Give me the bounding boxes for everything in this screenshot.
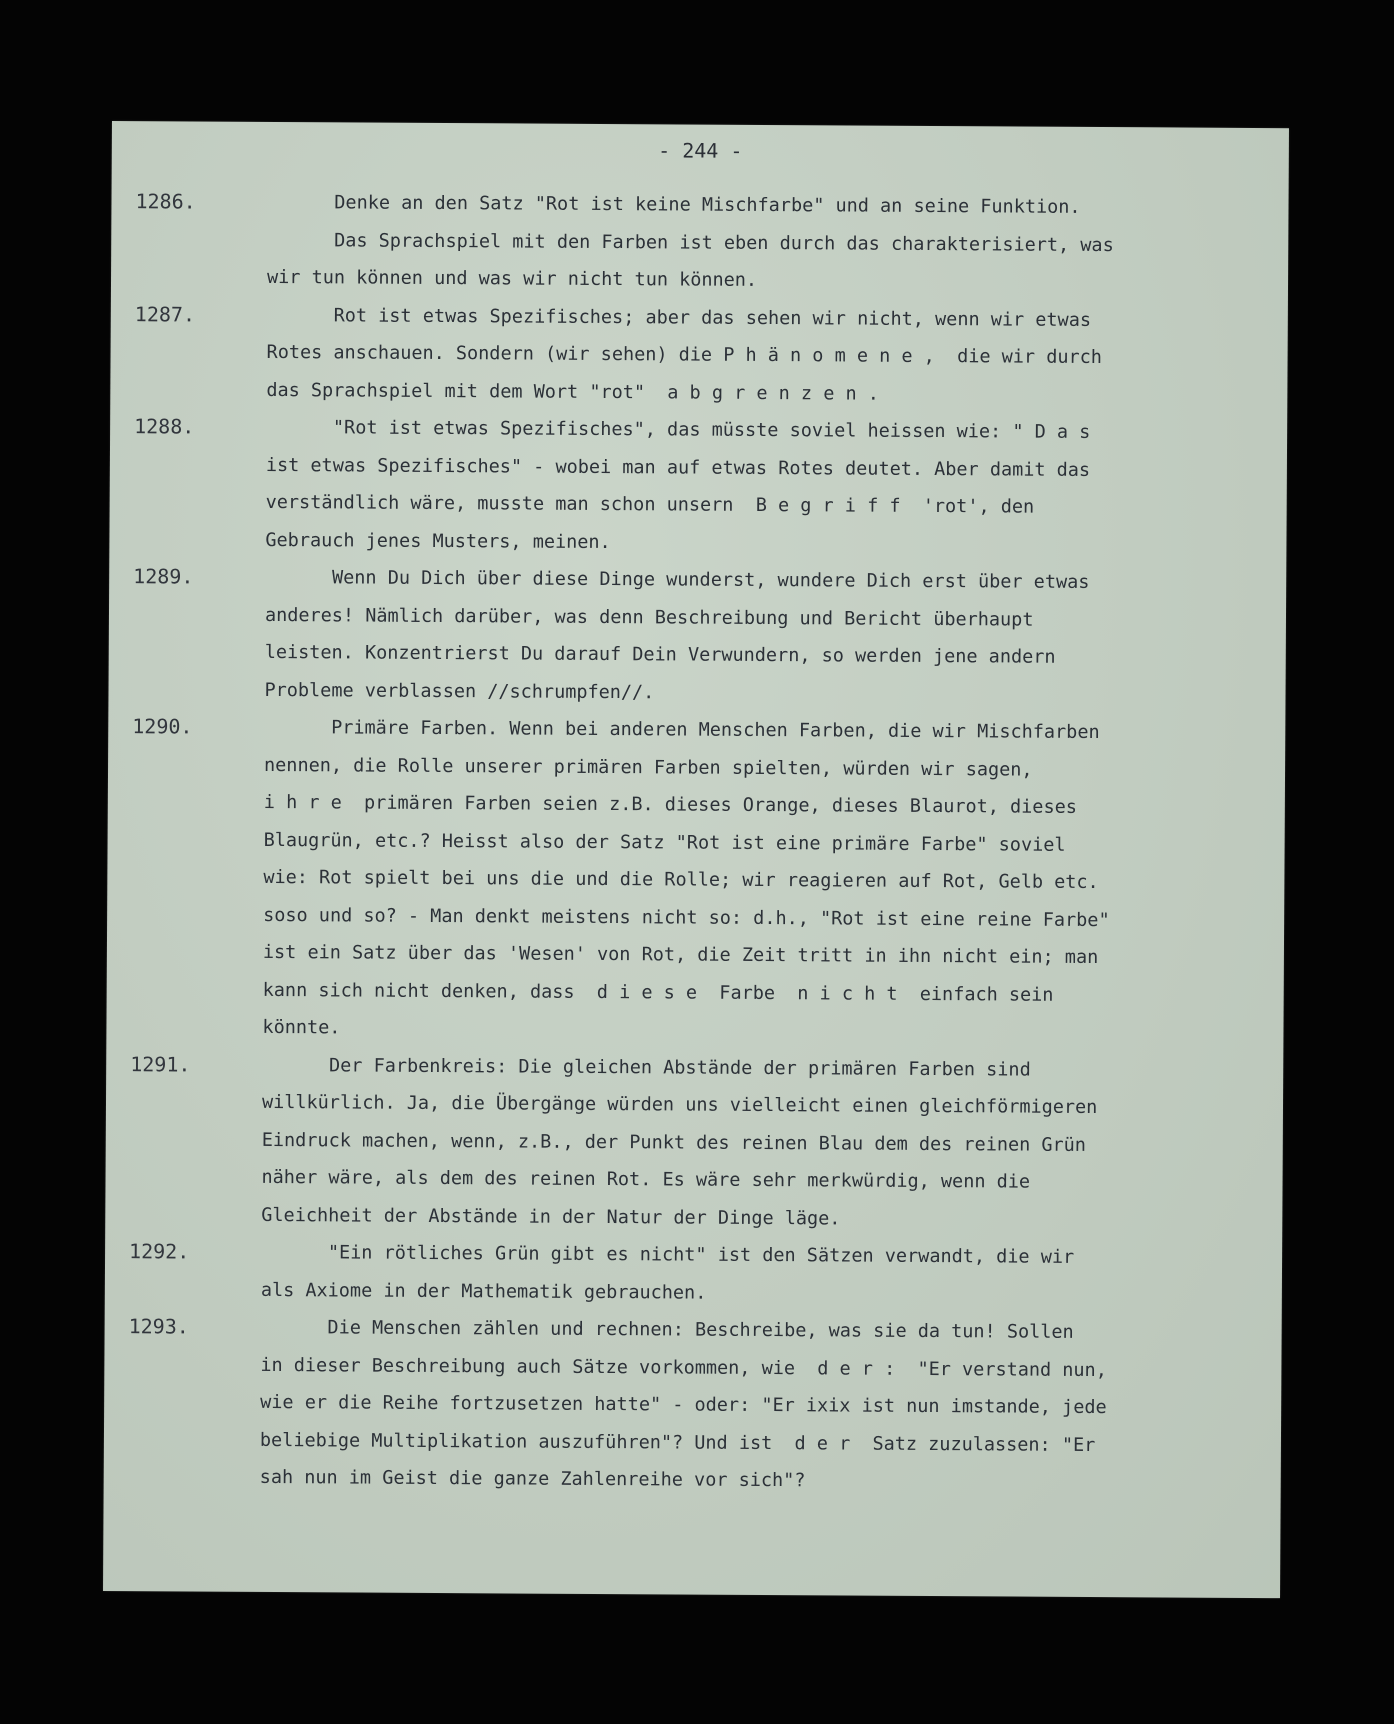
text-line: sah nun im Geist die ganze Zahlenreihe vor sich"? xyxy=(259,1466,806,1492)
text-line: das Sprachspiel mit dem Wort "rot" a b g r e n z e n . xyxy=(266,379,880,405)
remark-number: 1293. xyxy=(128,1314,189,1339)
remark-number: 1291. xyxy=(130,1051,191,1076)
text-line: in dieser Beschreibung auch Sätze vorkommen, wie d e r : "Er verstand nun, xyxy=(260,1354,1107,1381)
remark-text xyxy=(260,1309,1261,1503)
text-line: verständlich wäre, musste man schon unsern B e g r i f f 'rot', den xyxy=(265,491,1035,518)
text-line: Primäre Farben. Wenn bei anderen Menschen Farben, die wir Mischfarben xyxy=(264,716,1100,744)
text-line: nennen, die Rolle unserer primären Farben spielten, würden wir sagen, xyxy=(264,754,1033,781)
text-line: kann sich nicht denken, dass d i e s e Farbe n i c h t einfach sein xyxy=(262,979,1054,1006)
text-line: als Axiome in der Mathematik gebrauchen. xyxy=(260,1279,707,1304)
remark-text xyxy=(262,709,1264,1053)
remark-entry xyxy=(105,1233,1282,1315)
text-line: "Rot ist etwas Spezifisches", das müsste soviel heissen wie: " D a s xyxy=(266,416,1091,443)
remark-entry xyxy=(108,558,1286,715)
remark-entry xyxy=(106,708,1285,1053)
remark-number: 1287. xyxy=(134,301,196,327)
remark-text xyxy=(261,1234,1261,1315)
remark-text xyxy=(265,409,1266,565)
text-line: "Ein rötliches Grün gibt es nicht" ist den Sätzen verwandt, die wir xyxy=(261,1241,1075,1268)
text-line: Die Menschen zählen und rechnen: Beschreibe, was sie da tun! Sollen xyxy=(260,1316,1074,1343)
text-line: Eindruck machen, wenn, z.B., der Punkt des reinen Blau dem des reinen Grün xyxy=(261,1129,1087,1156)
text-line: Gleichheit der Abstände in der Natur der Dinge läge. xyxy=(261,1204,841,1229)
text-line: näher wäre, als dem des reinen Rot. Es wäre sehr merkwürdig, wenn die xyxy=(261,1166,1031,1193)
remark-text xyxy=(261,1046,1262,1240)
text-line: Rotes anschauen. Sondern (wir sehen) die P h ä n o m e n e , die wir durch xyxy=(266,341,1102,369)
text-line: i h r e primären Farben seien z.B. dieses Orange, dieses Blaurot, dieses xyxy=(263,791,1077,818)
remark-number: 1290. xyxy=(132,714,193,739)
remark-number: 1289. xyxy=(133,564,194,589)
remark-text xyxy=(267,184,1268,303)
text-line: Das Sprachspiel mit den Farben ist eben durch das charakterisiert, was xyxy=(267,229,1114,256)
text-line: soso und so? - Man denkt meistens nicht so: d.h., "Rot ist eine reine Farbe" xyxy=(263,904,1110,931)
text-line: Wenn Du Dich über diese Dinge wunderst, wundere Dich erst über etwas xyxy=(265,566,1090,593)
text-line: ist etwas Spezifisches" - wobei man auf etwas Rotes deutet. Aber damit das xyxy=(265,454,1091,481)
text-line: ist ein Satz über das 'Wesen' von Rot, die Zeit tritt in ihn nicht ein; man xyxy=(262,941,1099,969)
text-line: Rot ist etwas Spezifisches; aber das sehen wir nicht, wenn wir etwas xyxy=(266,304,1092,331)
text-line: Blaugrün, etc.? Heisst also der Satz "Rot ist eine primäre Farbe" soviel xyxy=(263,829,1066,856)
remark-entry xyxy=(111,183,1289,303)
remark-text xyxy=(266,296,1267,415)
remark-entry xyxy=(104,1308,1282,1503)
text-line: Probleme verblassen //schrumpfen//. xyxy=(264,679,655,703)
text-line: könnte. xyxy=(262,1016,341,1039)
remark-entry xyxy=(109,408,1287,565)
text-line: Gebrauch jenes Musters, meinen. xyxy=(265,529,611,553)
remark-number: 1286. xyxy=(135,189,196,214)
text-line: anderes! Nämlich darüber, was denn Beschreibung und Bericht überhaupt xyxy=(264,604,1034,631)
typewritten-page xyxy=(103,121,1289,1598)
remark-text xyxy=(264,559,1265,715)
remark-number: 1288. xyxy=(134,414,195,439)
remark-number: 1292. xyxy=(129,1239,190,1264)
text-line: Denke an den Satz "Rot ist keine Mischfarbe" und an seine Funktion. xyxy=(267,191,1081,218)
text-line: wir tun können und was wir nicht tun können. xyxy=(266,266,758,291)
text-line: wie er die Reihe fortzusetzen hatte" - oder: "Er ixix ist nun imstande, jede xyxy=(260,1391,1107,1419)
remark-entry xyxy=(110,295,1288,415)
text-line: beliebige Multiplikation auszuführen"? Und ist d e r Satz zuzulassen: "Er xyxy=(259,1429,1096,1456)
text-line: leisten. Konzentrierst Du darauf Dein Verwundern, so werden jene andern xyxy=(264,641,1056,668)
text-line: wie: Rot spielt bei uns die und die Rolle; wir reagieren auf Rot, Gelb etc. xyxy=(263,866,1099,894)
remark-entry xyxy=(105,1045,1283,1240)
text-line: Der Farbenkreis: Die gleichen Abstände der primären Farben sind xyxy=(262,1054,1031,1081)
text-line: willkürlich. Ja, die Übergänge würden uns vielleicht einen gleichförmigeren xyxy=(261,1091,1098,1119)
remarks-list xyxy=(104,183,1289,1503)
page-number: - 244 - xyxy=(658,138,743,163)
